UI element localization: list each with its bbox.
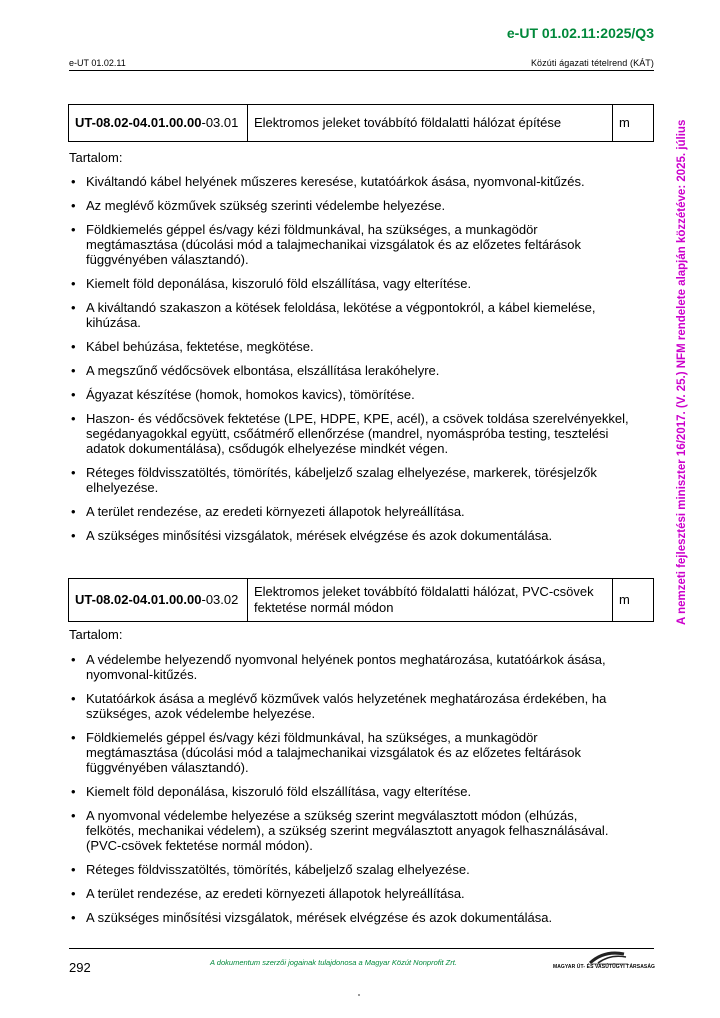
header-left: e-UT 01.02.11	[69, 58, 126, 68]
list-item: • Ágyazat készítése (homok, homokos kavics), tömörítése.	[69, 387, 629, 402]
list-item: • Kiemelt föld deponálása, kiszoruló föld elszállítása, vagy elterítése.	[69, 784, 629, 799]
page-number: 292	[69, 960, 91, 975]
item-header-table	[68, 578, 654, 622]
company-logo	[552, 948, 656, 974]
item-code: UT-08.02-04.01.00.00-03.02	[69, 579, 248, 622]
list-item: • Réteges földvisszatöltés, tömörítés, kábeljelző szalag elhelyezése, markerek, törésjelzők elhelyezése.	[69, 465, 629, 495]
header-right: Közúti ágazati tételrend (KÁT)	[530, 58, 654, 68]
list-item: • A terület rendezése, az eredeti környezeti állapotok helyreállítása.	[69, 504, 629, 519]
list-item: • Kutatóárkok ásása a meglévő közművek valós helyzetének meghatározása érdekében, ha szükséges, azok védelembe helyezése.	[69, 691, 629, 721]
list-item: • Az meglévő közművek szükség szerinti védelembe helyezése.	[69, 198, 629, 213]
item-header-table	[68, 104, 654, 142]
list-item: • Kábel behúzása, fektetése, megkötése.	[69, 339, 629, 354]
side-publication-note: A nemzeti fejlesztési miniszter 16/2017. (V. 25.) NFM rendelete alapján közzétéve: 2025. július	[676, 119, 688, 625]
logo-text: MAGYAR ÚT- ÉS VASÚTÜGYI TÁRSASÁG	[552, 964, 656, 970]
list-item: • Réteges földvisszatöltés, tömörítés, kábeljelző szalag elhelyezése.	[69, 862, 629, 877]
item-title: Elektromos jeleket továbbító földalatti hálózat építése	[248, 105, 613, 142]
document-code: e-UT 01.02.11:2025/Q3	[506, 25, 654, 41]
scan-dot	[358, 994, 360, 996]
list-item: • Kiváltandó kábel helyének műszeres keresése, kutatóárkok ásása, nyomvonal-kitűzés.	[69, 174, 629, 189]
list-item: • A szükséges minősítési vizsgálatok, mérések elvégzése és azok dokumentálása.	[69, 528, 629, 543]
content-list	[69, 174, 629, 552]
list-item: • A nyomvonal védelembe helyezése a szükség szerint megválasztott módon (elhúzás, felkötés, mechanikai védelem), a szükség szerint megválasztott anyagok felhasználásával. (PVC-csövek fektetése normál módon).	[69, 808, 629, 853]
list-item: • Kiemelt föld deponálása, kiszoruló föld elszállítása, vagy elterítése.	[69, 276, 629, 291]
list-item: • A megszűnő védőcsövek elbontása, elszállítása lerakóhelyre.	[69, 363, 629, 378]
copyright-notice: A dokumentum szerzői jogainak tulajdonosa a Magyar Közút Nonprofit Zrt.	[210, 958, 457, 967]
list-item: • A védelembe helyezendő nyomvonal helyének pontos meghatározása, kutatóárkok ásása, nyomvonal-kitűzés.	[69, 652, 629, 682]
content-label: Tartalom:	[69, 150, 123, 165]
list-item: • A szükséges minősítési vizsgálatok, mérések elvégzése és azok dokumentálása.	[69, 910, 629, 925]
list-item: • A terület rendezése, az eredeti környezeti állapotok helyreállítása.	[69, 886, 629, 901]
list-item: • A kiváltandó szakaszon a kötések feloldása, lekötése a végpontokról, a kábel kiemelése, kihúzása.	[69, 300, 629, 330]
list-item: • Földkiemelés géppel és/vagy kézi földmunkával, ha szükséges, a munkagödör megtámasztása (dúcolási mód a talajmechanikai vizsgálatok és az előzetes feltárások függvényében választandó).	[69, 730, 629, 775]
content-list	[69, 652, 629, 934]
item-unit: m	[613, 579, 654, 622]
item-unit: m	[613, 105, 654, 142]
list-item: • Haszon- és védőcsövek fektetése (LPE, HDPE, KPE, acél), a csövek toldása szerelvényekkel, segédanyagokkal együtt, csőátmérő ellenőrzése (mandrel, nyomáspróba testing, tesztelési adatok dokumentálása), csődugók elhelyezése mindkét végen.	[69, 411, 629, 456]
content-label: Tartalom:	[69, 627, 123, 642]
item-code: UT-08.02-04.01.00.00-03.01	[69, 105, 248, 142]
running-header	[69, 58, 654, 71]
item-title: Elektromos jeleket továbbító földalatti hálózat, PVC-csövek fektetése normál módon	[248, 579, 613, 622]
list-item: • Földkiemelés géppel és/vagy kézi földmunkával, ha szükséges, a munkagödör megtámasztása (dúcolási mód a talajmechanikai vizsgálatok és az előzetes feltárások függvényében választandó).	[69, 222, 629, 267]
